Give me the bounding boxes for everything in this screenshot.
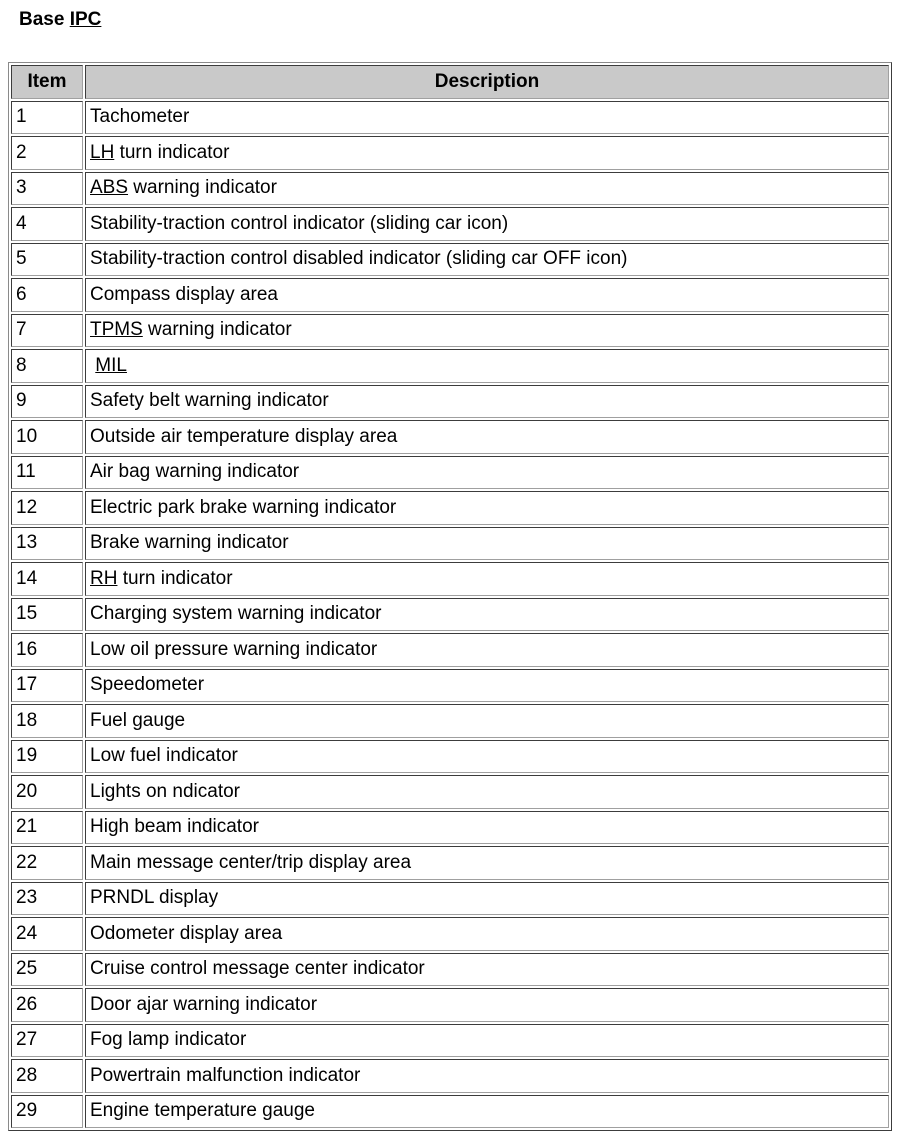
description-cell bbox=[85, 740, 889, 774]
item-number-cell: 16 bbox=[11, 633, 83, 667]
item-number-cell: 29 bbox=[11, 1095, 83, 1129]
item-number-cell: 9 bbox=[11, 385, 83, 419]
description-cell bbox=[85, 988, 889, 1022]
description-cell bbox=[85, 207, 889, 241]
description-text: Safety belt warning indicator bbox=[90, 390, 329, 412]
description-text: warning indicator bbox=[142, 319, 292, 341]
description-cell bbox=[85, 456, 889, 490]
abbreviation-term: TPMS bbox=[90, 319, 143, 341]
description-text: High beam indicator bbox=[90, 816, 259, 838]
table-row bbox=[11, 207, 889, 241]
table-row bbox=[11, 136, 889, 170]
table-row bbox=[11, 953, 889, 987]
item-number-cell: 15 bbox=[11, 598, 83, 632]
item-number-cell: 21 bbox=[11, 811, 83, 845]
item-number-cell: 5 bbox=[11, 243, 83, 277]
description-cell bbox=[85, 172, 889, 206]
table-row bbox=[11, 704, 889, 738]
description-text: Low fuel indicator bbox=[90, 745, 238, 767]
table-row bbox=[11, 385, 889, 419]
page-title-prefix: Base bbox=[19, 9, 65, 30]
table-row bbox=[11, 988, 889, 1022]
item-number-cell: 20 bbox=[11, 775, 83, 809]
description-cell bbox=[85, 598, 889, 632]
description-text: Low oil pressure warning indicator bbox=[90, 638, 378, 660]
description-text: Speedometer bbox=[90, 674, 205, 696]
item-number-cell: 4 bbox=[11, 207, 83, 241]
table-row bbox=[11, 491, 889, 525]
description-text: Main message center/trip display area bbox=[90, 851, 412, 873]
table-row bbox=[11, 101, 889, 135]
page-title bbox=[19, 9, 101, 31]
item-number-cell: 19 bbox=[11, 740, 83, 774]
description-cell bbox=[85, 882, 889, 916]
item-number-cell: 8 bbox=[11, 349, 83, 383]
description-text: turn indicator bbox=[114, 141, 230, 163]
description-text: Tachometer bbox=[90, 106, 190, 128]
description-cell bbox=[85, 811, 889, 845]
item-number-cell: 25 bbox=[11, 953, 83, 987]
description-text: Powertrain malfunction indicator bbox=[90, 1064, 361, 1086]
item-number-cell: 2 bbox=[11, 136, 83, 170]
description-cell bbox=[85, 1095, 889, 1129]
description-text: Compass display area bbox=[90, 283, 278, 305]
description-text: Odometer display area bbox=[90, 922, 283, 944]
item-number-cell: 17 bbox=[11, 669, 83, 703]
description-text: Stability-traction control disabled indicator (sliding car OFF icon) bbox=[90, 248, 628, 270]
table-row bbox=[11, 882, 889, 916]
description-cell bbox=[85, 669, 889, 703]
table-row bbox=[11, 669, 889, 703]
abbreviation-term: ABS bbox=[90, 177, 129, 199]
item-number-cell: 11 bbox=[11, 456, 83, 490]
table-row bbox=[11, 633, 889, 667]
item-number-cell: 24 bbox=[11, 917, 83, 951]
description-cell bbox=[85, 562, 889, 596]
description-text: Stability-traction control indicator (sliding car icon) bbox=[90, 212, 509, 234]
description-cell bbox=[85, 314, 889, 348]
description-text: Brake warning indicator bbox=[90, 532, 289, 554]
description-text: Fog lamp indicator bbox=[90, 1029, 247, 1051]
description-cell bbox=[85, 953, 889, 987]
description-cell bbox=[85, 420, 889, 454]
table-row bbox=[11, 527, 889, 561]
item-number-cell: 26 bbox=[11, 988, 83, 1022]
description-text: turn indicator bbox=[117, 567, 233, 589]
item-number-cell: 14 bbox=[11, 562, 83, 596]
table-row bbox=[11, 1095, 889, 1129]
description-cell bbox=[85, 491, 889, 525]
description-cell bbox=[85, 385, 889, 419]
description-cell bbox=[85, 633, 889, 667]
description-cell bbox=[85, 101, 889, 135]
table-row bbox=[11, 1059, 889, 1093]
table-body bbox=[11, 101, 889, 1129]
description-cell bbox=[85, 917, 889, 951]
description-text: Engine temperature gauge bbox=[90, 1100, 315, 1122]
table-row bbox=[11, 562, 889, 596]
item-number-cell: 23 bbox=[11, 882, 83, 916]
table-row bbox=[11, 598, 889, 632]
abbreviation-term: MIL bbox=[95, 354, 127, 376]
item-number-cell: 18 bbox=[11, 704, 83, 738]
description-cell bbox=[85, 136, 889, 170]
table-row bbox=[11, 278, 889, 312]
table-row bbox=[11, 811, 889, 845]
abbreviation-term: LH bbox=[90, 141, 115, 163]
description-cell bbox=[85, 704, 889, 738]
description-cell bbox=[85, 278, 889, 312]
item-number-cell: 7 bbox=[11, 314, 83, 348]
description-cell bbox=[85, 846, 889, 880]
description-text: Lights on ndicator bbox=[90, 780, 240, 802]
description-text: Air bag warning indicator bbox=[90, 461, 300, 483]
table-row bbox=[11, 349, 889, 383]
item-number-cell: 28 bbox=[11, 1059, 83, 1093]
item-number-cell: 27 bbox=[11, 1024, 83, 1058]
description-text: Cruise control message center indicator bbox=[90, 958, 425, 980]
table-row bbox=[11, 917, 889, 951]
description-text: PRNDL display bbox=[90, 887, 219, 909]
description-cell bbox=[85, 1024, 889, 1058]
description-text: Electric park brake warning indicator bbox=[90, 496, 397, 518]
description-text: Door ajar warning indicator bbox=[90, 993, 318, 1015]
table-header-row bbox=[11, 65, 889, 99]
table-row bbox=[11, 846, 889, 880]
description-text: Charging system warning indicator bbox=[90, 603, 382, 625]
item-column-header: Item bbox=[11, 65, 83, 99]
item-number-cell: 10 bbox=[11, 420, 83, 454]
description-cell bbox=[85, 775, 889, 809]
table-row bbox=[11, 775, 889, 809]
table-row bbox=[11, 243, 889, 277]
description-column-header: Description bbox=[85, 65, 889, 99]
item-number-cell: 13 bbox=[11, 527, 83, 561]
table-row bbox=[11, 456, 889, 490]
description-cell bbox=[85, 527, 889, 561]
item-number-cell: 6 bbox=[11, 278, 83, 312]
description-cell bbox=[85, 349, 889, 383]
table-row bbox=[11, 172, 889, 206]
description-text: Fuel gauge bbox=[90, 709, 186, 731]
item-number-cell: 22 bbox=[11, 846, 83, 880]
description-cell bbox=[85, 1059, 889, 1093]
abbreviation-term: RH bbox=[90, 567, 118, 589]
item-number-cell: 3 bbox=[11, 172, 83, 206]
table-row bbox=[11, 314, 889, 348]
description-text: Outside air temperature display area bbox=[90, 425, 398, 447]
page-title-abbreviation: IPC bbox=[69, 9, 102, 30]
table-row bbox=[11, 420, 889, 454]
item-number-cell: 12 bbox=[11, 491, 83, 525]
description-text: warning indicator bbox=[128, 177, 277, 199]
item-number-cell: 1 bbox=[11, 101, 83, 135]
table-row bbox=[11, 740, 889, 774]
items-table bbox=[8, 62, 892, 1131]
table-row bbox=[11, 1024, 889, 1058]
description-cell bbox=[85, 243, 889, 277]
